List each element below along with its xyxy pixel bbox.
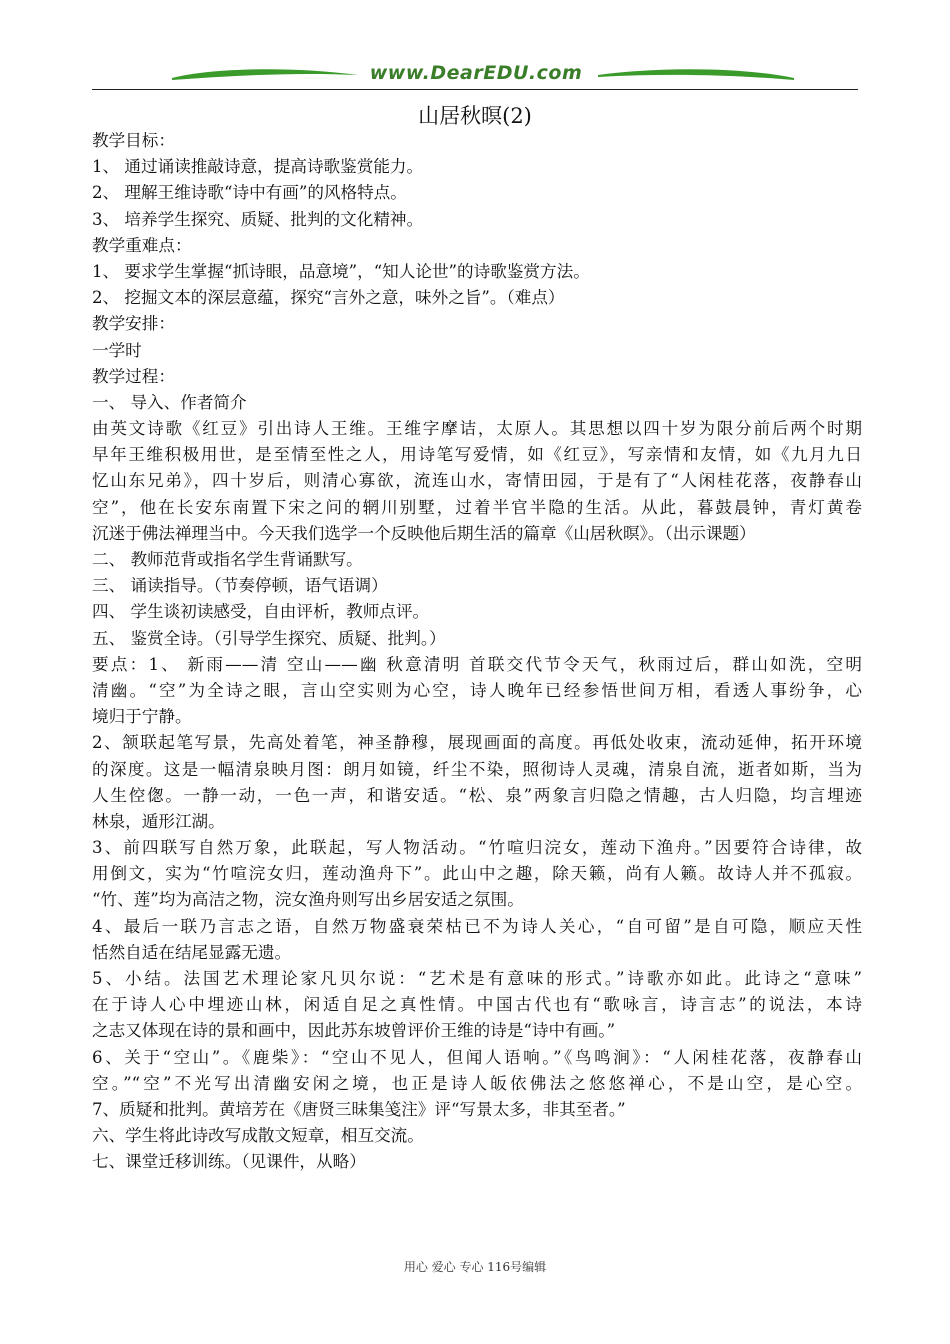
text-line: 2、 理解王维诗歌“诗中有画”的风格特点。 bbox=[92, 183, 407, 203]
text-line: 忆山东兄弟》，四十岁后，则清心寡欲，流连山水，寄情田园，于是有了“人闲桂花落，夜静春山 bbox=[92, 471, 862, 491]
text-line: 3、 培养学生探究、质疑、批判的文化精神。 bbox=[92, 209, 424, 229]
page-footer: 用心 爱心 专心 116号编辑 bbox=[403, 1260, 547, 1274]
text-line: 早年王维积极用世，是至情至性之人，用诗笔写爱情，如《红豆》，写亲情和友情，如《九月九日 bbox=[92, 445, 862, 465]
text-line: 四、 学生谈初读感受，自由评析，教师点评。 bbox=[92, 602, 430, 622]
text-line: 的深度。这是一幅清泉映月图：朗月如镜，纤尘不染，照彻诗人灵魂，清泉自流，逝者如斯，当为 bbox=[92, 759, 862, 779]
right-swoosh-icon bbox=[596, 66, 796, 86]
text-line: 之志又体现在诗的景和画中，因此苏东坡曾评价王维的诗是“诗中有画。” bbox=[92, 1021, 616, 1041]
text-line: 空”，他在长安东南置下宋之问的辋川别墅，过着半官半隐的生活。从此，暮鼓晨钟，青灯黄卷 bbox=[92, 497, 862, 517]
text-line: 境归于宁静。 bbox=[92, 707, 192, 727]
text-line: 清幽。“空”为全诗之眼，言山空实则为心空，诗人晚年已经参悟世间万相，看透人事纷争，心 bbox=[92, 680, 862, 700]
text-line: 由英文诗歌《红豆》引出诗人王维。王维字摩诘，太原人。其思想以四十岁为限分前后两个时期 bbox=[92, 419, 862, 439]
text-line: 七、课堂迁移训练。（见课件，从略） bbox=[92, 1152, 366, 1172]
text-line: 3、前四联写自然万象，此联起，写人物活动。“竹喧归浣女，莲动下渔舟。”因要符合诗律，故 bbox=[92, 838, 862, 858]
text-line: 教学安排： bbox=[92, 314, 175, 334]
text-line: 人生倥偬。一静一动，一色一声，和谐安适。“松、泉”两象言归隐之情趣，古人归隐，均言埋迹 bbox=[92, 785, 862, 805]
text-line: 空。”“空”不光写出清幽安闲之境，也正是诗人皈依佛法之悠悠禅心，不是山空，是心空。 bbox=[92, 1073, 862, 1093]
text-line: 五、 鉴赏全诗。（引导学生探究、质疑、批判。） bbox=[92, 628, 446, 648]
text-line: 教学过程： bbox=[92, 366, 175, 386]
text-line: 在于诗人心中埋迹山林，闲适自足之真性情。中国古代也有“歌咏言，诗言志”的说法，本诗 bbox=[92, 995, 862, 1015]
site-brand[interactable]: www.DearEDU.com bbox=[369, 62, 583, 84]
text-line: 用倒文，实为“竹喧浣女归，莲动渔舟下”。此山中之趣，除天籁，尚有人籁。故诗人并不孤寂。 bbox=[92, 864, 862, 884]
text-line: 5、小结。法国艺术理论家凡贝尔说：“艺术是有意味的形式。”诗歌亦如此。此诗之“意味” bbox=[92, 969, 862, 988]
header-divider bbox=[92, 89, 858, 90]
text-line: “竹、莲”均为高洁之物，浣女渔舟则写出乡居安适之氛围。 bbox=[92, 890, 524, 910]
text-line: 2、颔联起笔写景，先高处着笔，神圣静穆，展现画面的高度。再低处收束，流动延伸，拓开环境 bbox=[92, 733, 862, 753]
text-line: 恬然自适在结尾显露无遗。 bbox=[92, 942, 292, 962]
text-line: 4、最后一联乃言志之语，自然万物盛衰荣枯已不为诗人关心，“自可留”是自可隐，顺应天性 bbox=[92, 916, 862, 936]
text-line: 二、 教师范背或指名学生背诵默写。 bbox=[92, 550, 363, 569]
left-swoosh-icon bbox=[170, 66, 360, 86]
text-line: 一、 导入、作者简介 bbox=[92, 392, 247, 412]
text-line: 7、质疑和批判。黄培芳在《唐贤三昧集笺注》评“写景太多，非其至者。” bbox=[92, 1099, 626, 1119]
text-line: 教学重难点： bbox=[92, 235, 192, 255]
text-line: 一学时 bbox=[92, 340, 142, 360]
text-line: 沉迷于佛法禅理当中。今天我们选学一个反映他后期生活的篇章《山居秋暝》。（出示课题） bbox=[92, 523, 756, 543]
lesson-body bbox=[92, 128, 862, 1176]
text-line: 六、学生将此诗改写成散文短章，相互交流。 bbox=[92, 1126, 424, 1146]
text-line: 要点：1、 新雨——清 空山——幽 秋意清明 首联交代节令天气，秋雨过后，群山如洗，空明 bbox=[92, 654, 862, 674]
text-line: 1、 通过诵读推敲诗意，提高诗歌鉴赏能力。 bbox=[92, 157, 424, 177]
site-header bbox=[92, 58, 858, 92]
text-line: 1、 要求学生掌握“抓诗眼，品意境”，“知人论世”的诗歌鉴赏方法。 bbox=[92, 261, 590, 281]
text-line: 三、 诵读指导。（节奏停顿，语气语调） bbox=[92, 576, 388, 596]
page-title: 山居秋暝(2) bbox=[418, 104, 532, 128]
text-line: 6、关于“空山”。《鹿柴》：“空山不见人，但闻人语响。”《鸟鸣涧》：“人闲桂花落，夜静春山 bbox=[92, 1047, 862, 1067]
text-line: 林泉，遁形江湖。 bbox=[92, 811, 225, 831]
text-line: 教学目标： bbox=[92, 131, 175, 150]
text-line: 2、 挖掘文本的深层意蕴，探究“言外之意，味外之旨”。（难点） bbox=[92, 288, 565, 308]
